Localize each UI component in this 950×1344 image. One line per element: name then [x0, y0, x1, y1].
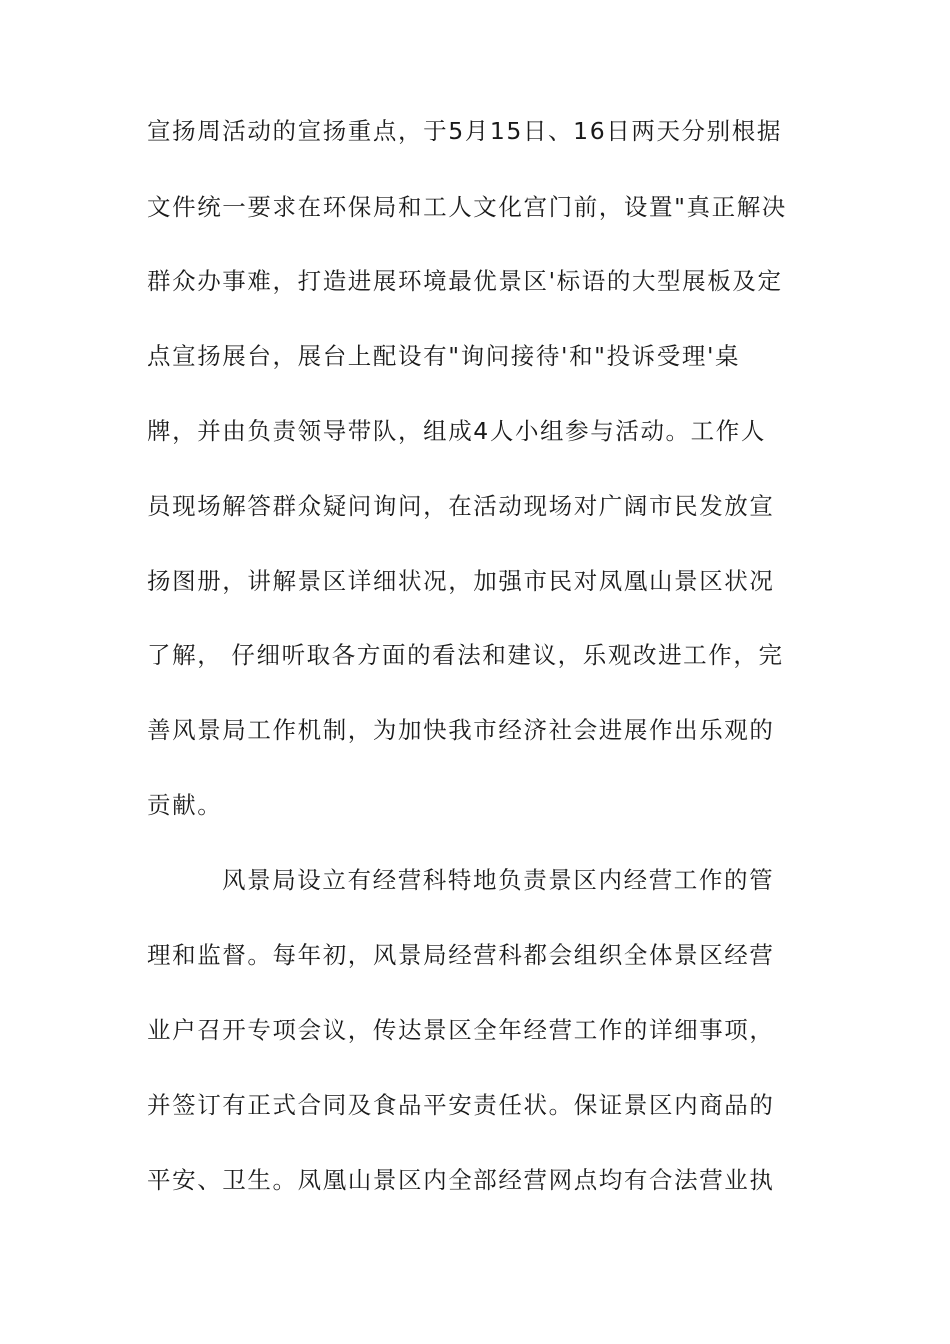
text-line: 员现场解答群众疑问询问，在活动现场对广阔市民发放宣 — [147, 492, 775, 520]
text-line: 宣扬周活动的宣扬重点，于5月15日、16日两天分别根据 — [147, 117, 782, 145]
text-line: 文件统一要求在环保局和工人文化宫门前，设置"真正解决 — [147, 193, 787, 221]
text-line: 并签订有正式合同及食品平安责任状。保证景区内商品的 — [147, 1091, 775, 1119]
paragraph-first-line: 风景局设立有经营科特地负责景区内经营工作的管 — [222, 866, 775, 894]
text-line: 理和监督。每年初，风景局经营科都会组织全体景区经营 — [147, 941, 775, 969]
text-line: 贡献。 — [147, 791, 223, 819]
text-line: 点宣扬展台，展台上配设有"询问接待'和"投诉受理'桌 — [147, 342, 741, 370]
text-line: 业户召开专项会议，传达景区全年经营工作的详细事项， — [147, 1016, 775, 1044]
text-line: 平安、卫生。凤凰山景区内全部经营网点均有合法营业执 — [147, 1166, 775, 1194]
text-line: 善风景局工作机制，为加快我市经济社会进展作出乐观的 — [147, 716, 775, 744]
text-line: 群众办事难，打造进展环境最优景区'标语的大型展板及定 — [147, 267, 783, 295]
text-line: 了解， 仔细听取各方面的看法和建议，乐观改进工作，完 — [147, 641, 784, 669]
text-line: 牌，并由负责领导带队，组成4人小组参与活动。工作人 — [147, 417, 766, 445]
text-line: 扬图册，讲解景区详细状况，加强市民对凤凰山景区状况 — [147, 567, 775, 595]
